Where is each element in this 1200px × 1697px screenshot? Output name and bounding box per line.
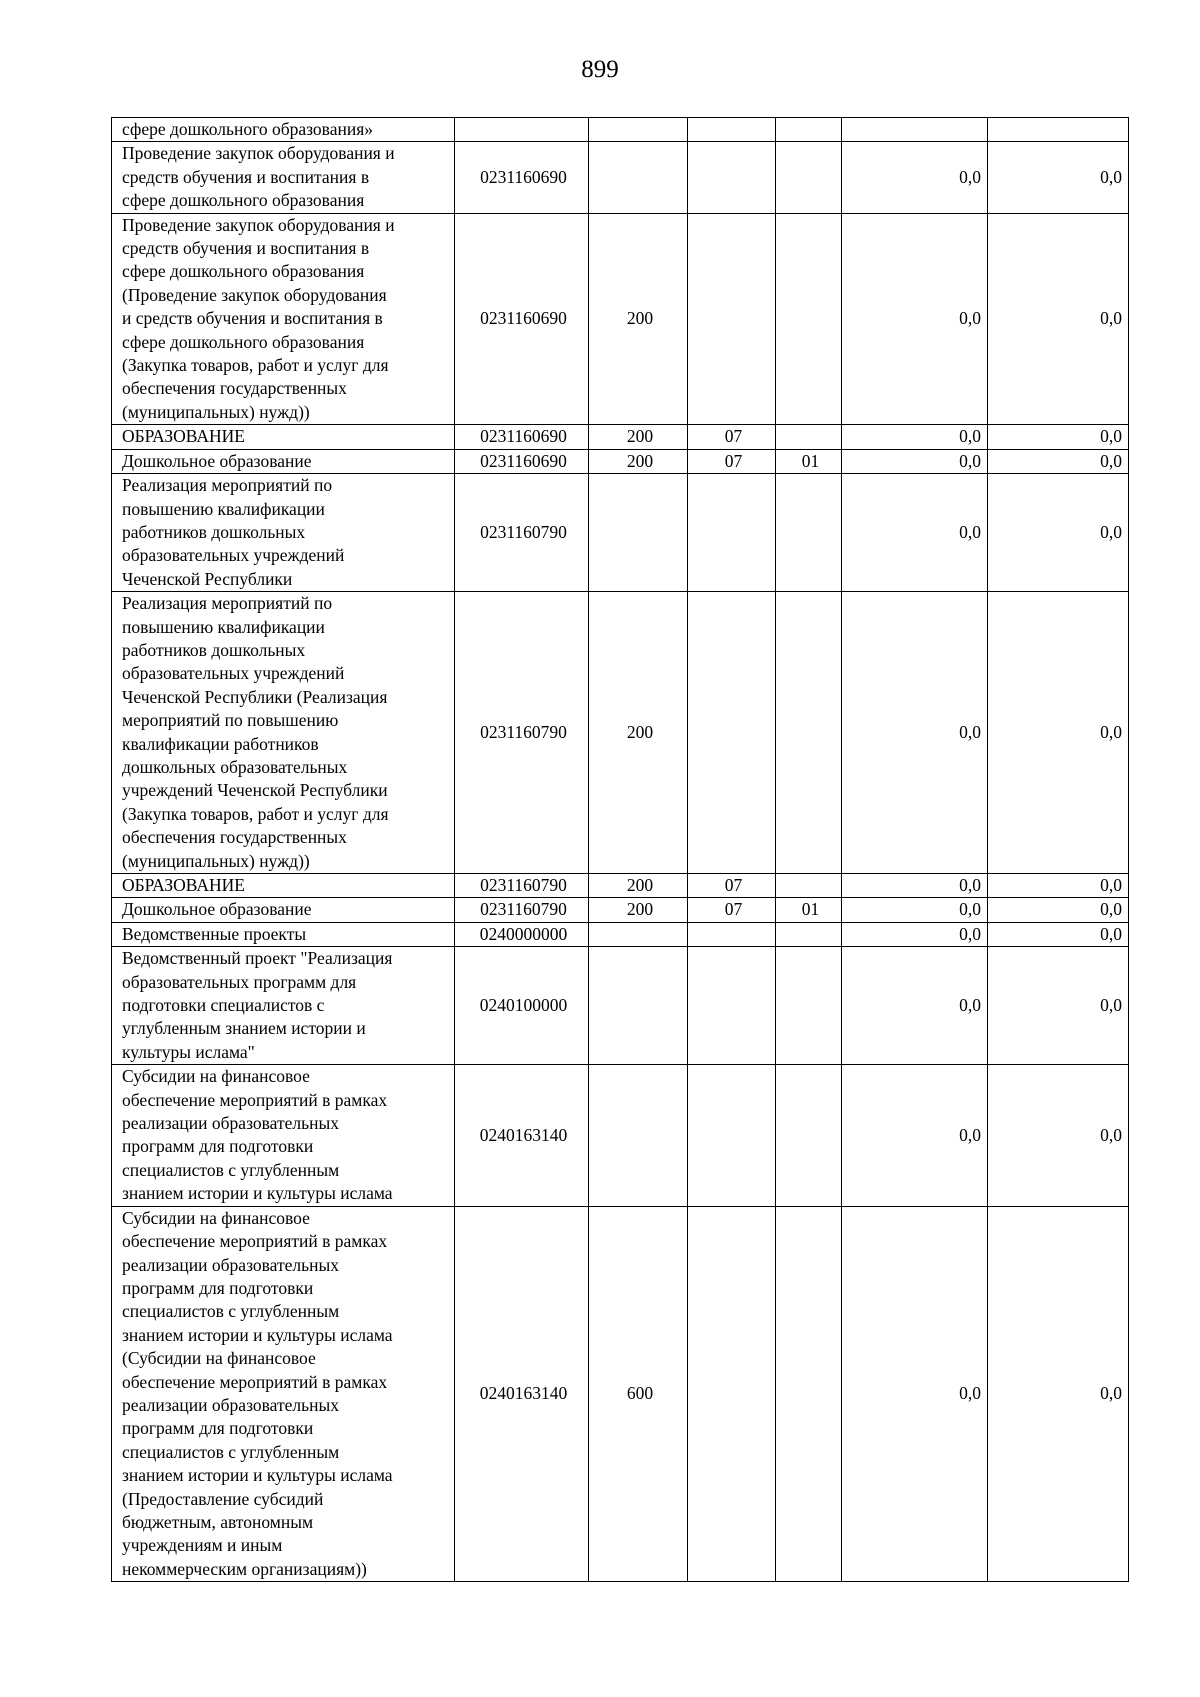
row-target-code: 0231160790	[480, 721, 567, 742]
row-sum-2-cell	[988, 898, 1129, 922]
row-target-code: 0240000000	[479, 923, 568, 944]
row-sum-2-cell	[988, 592, 1129, 874]
row-name: Проведение закупок оборудования и средств обучения и воспитания в сфере дошкольного образования	[122, 143, 395, 211]
row-code-cell	[455, 874, 589, 898]
table-row	[112, 947, 1129, 1065]
row-sum-1-cell	[842, 118, 988, 142]
row-name: ОБРАЗОВАНИЕ	[122, 875, 245, 895]
row-expense-type-cell	[589, 213, 688, 425]
row-code-cell	[455, 1206, 589, 1582]
row-subsection: 01	[801, 899, 820, 920]
row-target-code: 0240163140	[479, 1124, 568, 1145]
row-code-cell	[455, 898, 589, 922]
row-expense-type-cell	[589, 449, 688, 473]
row-sum-2: 0,0	[1100, 426, 1122, 447]
row-name: Реализация мероприятий по повышению квалификации работников дошкольных образовательных учреждений Чеченской Республики	[122, 475, 345, 589]
row-subsection: 01	[801, 450, 820, 471]
row-target-code: 0231160790	[480, 521, 567, 542]
row-expense-type-cell	[589, 1065, 688, 1206]
row-sum-1-cell	[842, 474, 988, 592]
row-sum-2: 0,0	[1100, 995, 1122, 1016]
row-sum-1: 0,0	[959, 521, 981, 542]
row-name-cell	[112, 474, 455, 592]
row-name: Ведомственные проекты	[122, 923, 307, 944]
row-expense-type: 200	[626, 875, 654, 895]
row-sum-2-cell	[988, 947, 1129, 1065]
row-sum-2-cell	[988, 425, 1129, 449]
row-section: 07	[724, 875, 743, 895]
row-sum-1: 0,0	[959, 995, 981, 1016]
row-sum-2-cell	[988, 118, 1129, 142]
row-sum-2-cell	[988, 474, 1129, 592]
row-name: Субсидии на финансовое обеспечение мероприятий в рамках реализации образовательных программ для подготовки специалистов с углубленным знанием истории и культуры ислама (Субсидии на финансовое обеспечение мероприятий в рамках реализации образовательных программ для подготовки специалистов с углубленным знанием истории и культуры ислама (Предоставление субсидий бюджетным, автономным учреждениям и иным некоммерческим организациям))	[122, 1207, 393, 1579]
row-section: 07	[724, 426, 743, 447]
row-name: ОБРАЗОВАНИЕ	[122, 426, 245, 447]
budget-table	[111, 117, 1129, 1582]
row-subsection-cell	[776, 118, 842, 142]
row-sum-2-cell	[988, 213, 1129, 425]
row-sum-1-cell	[842, 874, 988, 898]
row-subsection-cell	[776, 449, 842, 473]
row-subsection-cell	[776, 474, 842, 592]
row-subsection-cell	[776, 874, 842, 898]
row-target-code: 0231160690	[480, 450, 567, 471]
row-expense-type: 200	[626, 308, 654, 329]
row-name: Дошкольное образование	[122, 899, 312, 920]
row-sum-1: 0,0	[959, 166, 981, 187]
row-subsection-cell	[776, 1206, 842, 1582]
row-name-cell	[112, 142, 455, 213]
row-expense-type: 200	[626, 721, 654, 742]
row-expense-type-cell	[589, 1206, 688, 1582]
table-body	[112, 118, 1129, 1582]
row-sum-1: 0,0	[959, 308, 981, 329]
row-section-cell	[688, 898, 776, 922]
row-expense-type: 200	[626, 450, 654, 471]
row-sum-2-cell	[988, 874, 1129, 898]
row-expense-type-cell	[589, 592, 688, 874]
row-name-cell	[112, 425, 455, 449]
row-subsection-cell	[776, 213, 842, 425]
row-code-cell	[455, 474, 589, 592]
row-section-cell	[688, 213, 776, 425]
row-target-code: 0240163140	[479, 1383, 568, 1404]
row-sum-2-cell	[988, 449, 1129, 473]
row-sum-1-cell	[842, 898, 988, 922]
row-name-cell	[112, 947, 455, 1065]
row-target-code: 0231160790	[480, 875, 567, 895]
row-section: 07	[724, 450, 743, 471]
row-sum-1: 0,0	[959, 721, 981, 742]
row-sum-1-cell	[842, 592, 988, 874]
row-subsection-cell	[776, 425, 842, 449]
row-code-cell	[455, 947, 589, 1065]
row-subsection-cell	[776, 592, 842, 874]
table-row	[112, 874, 1129, 898]
row-sum-2: 0,0	[1100, 899, 1122, 920]
row-name: Реализация мероприятий по повышению квалификации работников дошкольных образовательных учреждений Чеченской Республики (Реализация мероприятий по повышению квалификации работников дошкольных образовательных учреждений Чеченской Республики (Закупка товаров, работ и услуг для обеспечения государственных (муниципальных) нужд))	[122, 593, 389, 871]
row-sum-1-cell	[842, 449, 988, 473]
row-subsection-cell	[776, 947, 842, 1065]
row-code-cell	[455, 118, 589, 142]
row-sum-2: 0,0	[1100, 1124, 1122, 1145]
table-row	[112, 922, 1129, 946]
row-name-cell	[112, 922, 455, 946]
row-expense-type-cell	[589, 118, 688, 142]
row-sum-1-cell	[842, 142, 988, 213]
row-section-cell	[688, 592, 776, 874]
row-sum-2: 0,0	[1100, 166, 1122, 187]
row-code-cell	[455, 213, 589, 425]
row-name-cell	[112, 118, 455, 142]
row-code-cell	[455, 142, 589, 213]
row-sum-2: 0,0	[1100, 923, 1122, 944]
row-sum-2: 0,0	[1100, 875, 1122, 895]
row-sum-2-cell	[988, 922, 1129, 946]
row-subsection-cell	[776, 898, 842, 922]
row-target-code: 0240100000	[479, 995, 568, 1016]
row-name-cell	[112, 1065, 455, 1206]
row-sum-1-cell	[842, 1065, 988, 1206]
table-row	[112, 213, 1129, 425]
row-subsection-cell	[776, 142, 842, 213]
row-name: Проведение закупок оборудования и средств обучения и воспитания в сфере дошкольного образования (Проведение закупок оборудования и средств обучения и воспитания в сфере дошкольного образования (Закупка товаров, работ и услуг для обеспечения государственных (муниципальных) нужд))	[122, 214, 395, 422]
row-sum-1: 0,0	[959, 1124, 981, 1145]
row-name-cell	[112, 449, 455, 473]
table-row	[112, 118, 1129, 142]
row-sum-2-cell	[988, 1206, 1129, 1582]
row-sum-1: 0,0	[959, 923, 981, 944]
row-sum-1-cell	[842, 425, 988, 449]
row-section-cell	[688, 118, 776, 142]
row-sum-1: 0,0	[959, 426, 981, 447]
row-section: 07	[724, 899, 743, 920]
row-sum-2: 0,0	[1100, 308, 1122, 329]
row-name-cell	[112, 592, 455, 874]
row-name-cell	[112, 213, 455, 425]
row-sum-1-cell	[842, 213, 988, 425]
row-expense-type-cell	[589, 947, 688, 1065]
row-subsection-cell	[776, 1065, 842, 1206]
row-section-cell	[688, 474, 776, 592]
table-row	[112, 1206, 1129, 1582]
row-sum-2-cell	[988, 142, 1129, 213]
row-sum-2: 0,0	[1100, 521, 1122, 542]
row-section-cell	[688, 947, 776, 1065]
row-section-cell	[688, 922, 776, 946]
row-target-code: 0231160690	[480, 166, 567, 187]
row-sum-1: 0,0	[959, 875, 981, 895]
row-sum-1-cell	[842, 922, 988, 946]
row-expense-type-cell	[589, 142, 688, 213]
row-expense-type-cell	[589, 425, 688, 449]
row-expense-type: 200	[626, 426, 654, 447]
row-expense-type: 600	[626, 1383, 654, 1404]
row-subsection-cell	[776, 922, 842, 946]
row-code-cell	[455, 922, 589, 946]
row-name-cell	[112, 874, 455, 898]
row-sum-1-cell	[842, 1206, 988, 1582]
row-section-cell	[688, 449, 776, 473]
row-target-code: 0231160690	[480, 426, 567, 447]
row-name-cell	[112, 898, 455, 922]
row-expense-type: 200	[626, 899, 654, 920]
page-number: 899	[581, 56, 619, 83]
row-sum-2: 0,0	[1100, 1383, 1122, 1404]
row-sum-1: 0,0	[959, 1383, 981, 1404]
row-section-cell	[688, 1065, 776, 1206]
row-name: Субсидии на финансовое обеспечение мероприятий в рамках реализации образовательных программ для подготовки специалистов с углубленным знанием истории и культуры ислама	[122, 1066, 393, 1204]
row-name-cell	[112, 1206, 455, 1582]
row-expense-type-cell	[589, 474, 688, 592]
row-sum-1: 0,0	[959, 899, 981, 920]
row-target-code: 0231160690	[480, 308, 567, 329]
row-name: сфере дошкольного образования»	[122, 119, 373, 139]
row-code-cell	[455, 1065, 589, 1206]
row-section-cell	[688, 425, 776, 449]
row-expense-type-cell	[589, 898, 688, 922]
row-sum-2-cell	[988, 1065, 1129, 1206]
row-sum-2: 0,0	[1100, 450, 1122, 471]
row-code-cell	[455, 425, 589, 449]
row-name: Дошкольное образование	[122, 450, 312, 471]
row-expense-type-cell	[589, 922, 688, 946]
row-target-code: 0231160790	[480, 899, 567, 920]
row-section-cell	[688, 874, 776, 898]
table-row	[112, 1065, 1129, 1206]
row-sum-2: 0,0	[1100, 721, 1122, 742]
row-sum-1-cell	[842, 947, 988, 1065]
row-name: Ведомственный проект "Реализация образовательных программ для подготовки специалистов с углубленным знанием истории и культуры ислама"	[122, 948, 393, 1062]
row-code-cell	[455, 449, 589, 473]
row-sum-1: 0,0	[959, 450, 981, 471]
table-row	[112, 592, 1129, 874]
row-code-cell	[455, 592, 589, 874]
table-row	[112, 425, 1129, 449]
row-section-cell	[688, 142, 776, 213]
table-row	[112, 449, 1129, 473]
row-expense-type-cell	[589, 874, 688, 898]
row-section-cell	[688, 1206, 776, 1582]
table-row	[112, 474, 1129, 592]
table-row	[112, 898, 1129, 922]
table-row	[112, 142, 1129, 213]
